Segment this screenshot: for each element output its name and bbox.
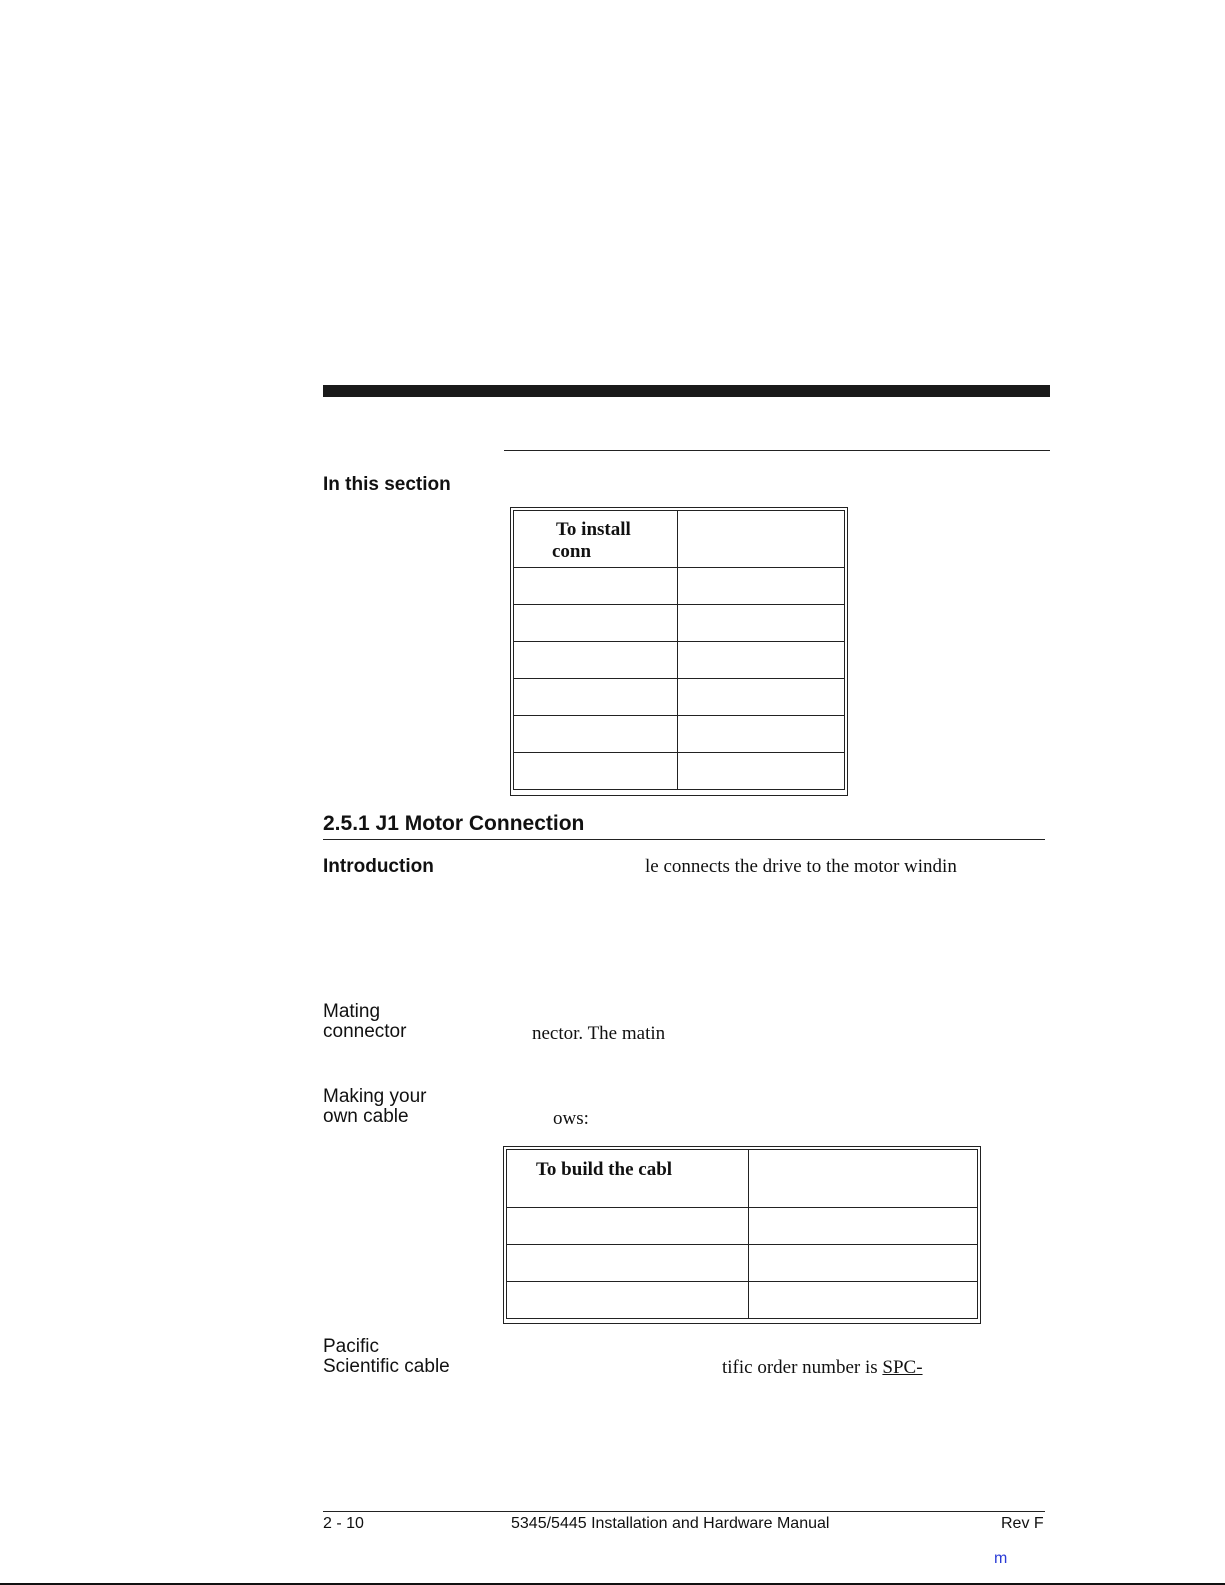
table-row xyxy=(514,753,845,790)
mating-connector-heading-line1: Mating xyxy=(323,1001,381,1022)
table1-header-line2: conn xyxy=(552,541,592,562)
table1-header-cell xyxy=(514,511,678,568)
order-number-link[interactable]: SPC- xyxy=(882,1357,923,1378)
table-row xyxy=(507,1245,978,1282)
footer-rule xyxy=(323,1511,1045,1512)
section-rule xyxy=(323,839,1045,840)
table1-header-line1: To install xyxy=(556,519,631,540)
introduction-heading: Introduction xyxy=(323,856,434,877)
pacific-cable-text xyxy=(722,1357,955,1379)
section-title: 2.5.1 J1 Motor Connection xyxy=(323,812,585,835)
making-cable-text: ows: xyxy=(553,1108,589,1129)
making-cable-heading-line2: own cable xyxy=(323,1106,409,1127)
table-row xyxy=(514,605,845,642)
in-this-section-heading: In this section xyxy=(323,474,451,495)
making-cable-heading-line1: Making your xyxy=(323,1086,427,1107)
table-row xyxy=(514,568,845,605)
table-row xyxy=(514,716,845,753)
revision-label: Rev F xyxy=(1001,1515,1044,1532)
table2-header-cell-right xyxy=(749,1150,978,1208)
table2-header-text: To build the cabl xyxy=(536,1159,673,1180)
pacific-cable-text-prefix: tific order number is xyxy=(722,1357,883,1378)
pacific-cable-heading-line1: Pacific xyxy=(323,1336,379,1357)
page-number: 2 - 10 xyxy=(323,1515,364,1532)
install-connectors-table xyxy=(513,510,845,790)
header-rule xyxy=(504,450,1050,451)
mating-connector-text: nector. The matin xyxy=(532,1023,666,1044)
table-row xyxy=(507,1208,978,1245)
table-row xyxy=(514,642,845,679)
corner-mark: m xyxy=(994,1550,1008,1567)
manual-title: 5345/5445 Installation and Hardware Manual xyxy=(511,1515,830,1532)
mating-connector-heading-line2: connector xyxy=(323,1021,407,1042)
table-row xyxy=(507,1282,978,1319)
table-row xyxy=(514,679,845,716)
build-cable-table xyxy=(506,1149,978,1319)
introduction-text: le connects the drive to the motor windin xyxy=(645,856,957,877)
chapter-top-bar xyxy=(323,385,1050,397)
table1-header-cell-right xyxy=(678,511,845,568)
pacific-cable-heading-line2: Scientific cable xyxy=(323,1356,450,1377)
table2-header-cell xyxy=(507,1150,749,1208)
